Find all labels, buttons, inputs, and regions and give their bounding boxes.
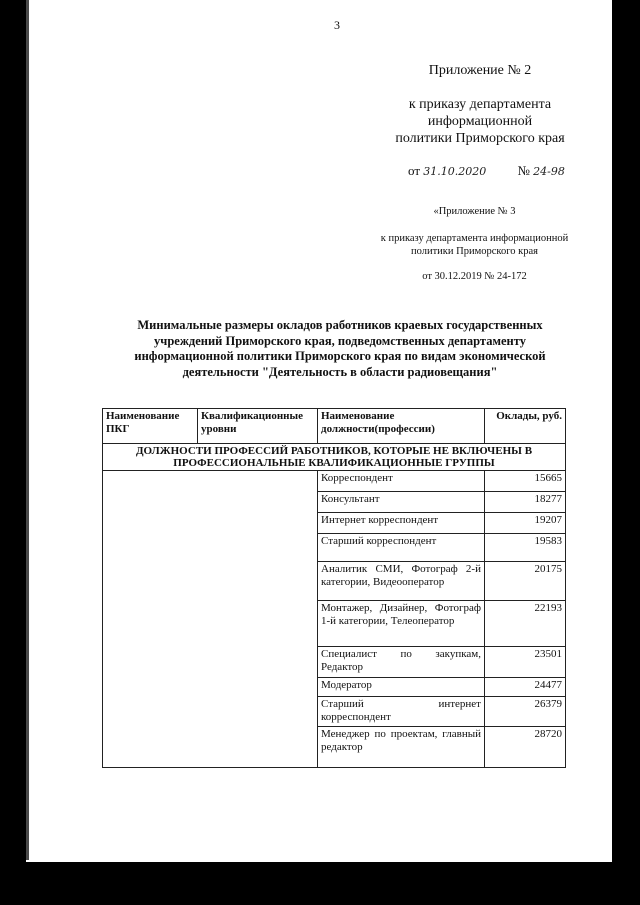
annex-line: политики Приморского края [411,246,538,257]
annex-title: «Приложение № 3 [433,206,516,217]
handwritten-number: 24-98 [533,165,565,178]
salary-cell: 24477 [485,678,566,697]
salary-cell: 19583 [485,534,566,562]
appendix-line: к приказу департамента [408,97,552,112]
header-salary: Оклады, руб. [485,409,566,444]
appendix-caption [380,96,580,147]
position-cell: Менеджер по проектам, главный редактор [318,727,485,768]
salary-cell: 26379 [485,697,566,727]
salary-cell: 20175 [485,562,566,601]
table-body [103,444,566,768]
header-position: Наименование должности(профессии) [318,409,485,444]
salary-cell: 23501 [485,647,566,678]
appendix-line: информационной [427,114,533,129]
position-cell: Модератор [318,678,485,697]
header-qualification: Квалификационные уровни [198,409,318,444]
document-title: Минимальные размеры окладов работников краевых государственных учреждений Приморского края, подведомственных департаменту информационной политики Приморского края по видам экономической деятельности "Деятельность в области радиовещания" [134,318,546,379]
position-cell: Монтажер, Дизайнер, Фотограф 1-й категории, Телеоператор [318,601,485,647]
number-label: № [517,163,530,178]
page-number: 3 [334,18,340,32]
salary-cell: 15665 [485,471,566,492]
table-header-row [103,409,566,444]
appendix-title: Приложение № 2 [428,63,532,78]
scan-edge-left-shadow [26,0,29,860]
salary-cell: 19207 [485,513,566,534]
scan-edge-bottom [0,862,640,905]
table-row [103,471,566,492]
position-cell: Старший интернет корреспондент [318,697,485,727]
header-pkg: Наименование ПКГ [103,409,198,444]
scan-edge-left [0,0,26,905]
section-heading: ДОЛЖНОСТИ ПРОФЕССИЙ РАБОТНИКОВ, КОТОРЫЕ НЕ ВКЛЮЧЕНЫ В ПРОФЕССИОНАЛЬНЫЕ КВАЛИФИКАЦИОННЫЕ ГРУППЫ [103,444,566,471]
empty-merged-cell [103,471,318,768]
position-cell: Консультант [318,492,485,513]
appendix-line: политики Приморского края [395,131,565,146]
position-cell: Интернет корреспондент [318,513,485,534]
salary-cell: 18277 [485,492,566,513]
annex-line: к приказу департамента информационной [380,233,569,244]
position-cell: Аналитик СМИ, Фотограф 2-й категории, Видеооператор [318,562,485,601]
from-label: от [408,163,421,178]
position-cell: Старший корреспондент [318,534,485,562]
salary-cell: 28720 [485,727,566,768]
section-row [103,444,566,471]
appendix-signature-line [408,163,588,179]
annex-date: от 30.12.2019 № 24-172 [422,271,527,282]
annex-caption [372,232,577,258]
salary-cell: 22193 [485,601,566,647]
position-cell: Специалист по закупкам, Редактор [318,647,485,678]
salary-table [102,408,566,768]
handwritten-date: 31.10.2020 [423,165,487,178]
position-cell: Корреспондент [318,471,485,492]
scan-edge-right [612,0,640,905]
